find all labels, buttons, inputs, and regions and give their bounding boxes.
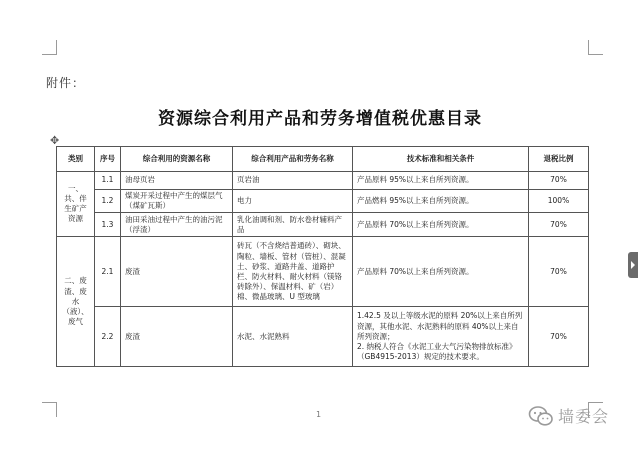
side-scroll-tab[interactable]	[628, 252, 638, 278]
table-row	[57, 307, 589, 367]
rate-cell: 70%	[529, 213, 589, 237]
table-row	[57, 213, 589, 237]
product-cell: 页岩油	[233, 172, 353, 190]
resource-cell: 油母页岩	[121, 172, 233, 190]
header-number: 序号	[95, 147, 121, 172]
number-cell: 2.1	[95, 237, 121, 307]
condition-cell: 1.42.5 及以上等级水泥的原料 20%以上来自所列资源，其他水泥、水泥熟料的原料 40%以上来自所列资源； 2. 纳税人符合《水泥工业大气污染物排放标准》（GB4915-2013）规定的技术要求。	[353, 307, 529, 367]
rate-cell: 70%	[529, 237, 589, 307]
crop-mark-top-left	[42, 40, 57, 55]
resource-cell: 煤炭开采过程中产生的煤层气（煤矿瓦斯）	[121, 190, 233, 213]
product-cell: 砖瓦（不含烧结普通砖）、砌块、陶粒、墙板、管材（管桩）、混凝土、砂浆、道路井盖、道路护栏、防火材料、耐火材料（镁铬砖除外）、保温材料、矿（岩）棉、微晶玻璃、U 型玻璃	[233, 237, 353, 307]
table-row	[57, 190, 589, 213]
crop-mark-bottom-left	[42, 402, 57, 417]
number-cell: 1.2	[95, 190, 121, 213]
table-move-handle-icon[interactable]: ✥	[50, 134, 60, 147]
condition-cell: 产品原料 70%以上来自所列资源。	[353, 213, 529, 237]
rate-cell: 70%	[529, 307, 589, 367]
tax-catalog-table	[56, 146, 589, 367]
brand-name: 墙委会	[558, 407, 610, 426]
header-category: 类别	[57, 147, 95, 172]
attachment-label: 附件：	[46, 76, 86, 90]
number-cell: 1.3	[95, 213, 121, 237]
brand-watermark	[528, 404, 609, 427]
product-cell: 水泥、水泥熟料	[233, 307, 353, 367]
header-rate: 退税比例	[529, 147, 589, 172]
table-row	[57, 172, 589, 190]
number-cell: 2.2	[95, 307, 121, 367]
condition-cell: 产品原料 95%以上来自所列资源。	[353, 172, 529, 190]
table-row	[57, 237, 589, 307]
resource-cell: 废渣	[121, 307, 233, 367]
category-cell: 一、共、伴生矿产资源	[57, 172, 95, 237]
rate-cell: 70%	[529, 172, 589, 190]
condition-cell: 产品燃料 95%以上来自所列资源。	[353, 190, 529, 213]
resource-cell: 油田采油过程中产生的油污泥（浮渣）	[121, 213, 233, 237]
table-header-row	[57, 147, 589, 172]
wechat-icon	[528, 405, 554, 427]
header-resource: 综合利用的资源名称	[121, 147, 233, 172]
header-condition: 技术标准和相关条件	[353, 147, 529, 172]
rate-cell: 100%	[529, 190, 589, 213]
resource-cell: 废渣	[121, 237, 233, 307]
number-cell: 1.1	[95, 172, 121, 190]
header-product: 综合利用产品和劳务名称	[233, 147, 353, 172]
category-cell: 二、废渣、废水（液）、废气	[57, 237, 95, 367]
document-title: 资源综合利用产品和劳务增值税优惠目录	[158, 109, 482, 129]
page-number: 1	[316, 410, 322, 419]
product-cell: 乳化油调和剂、防水卷材辅料产品	[233, 213, 353, 237]
crop-mark-top-right	[588, 40, 603, 55]
product-cell: 电力	[233, 190, 353, 213]
condition-cell: 产品原料 70%以上来自所列资源。	[353, 237, 529, 307]
